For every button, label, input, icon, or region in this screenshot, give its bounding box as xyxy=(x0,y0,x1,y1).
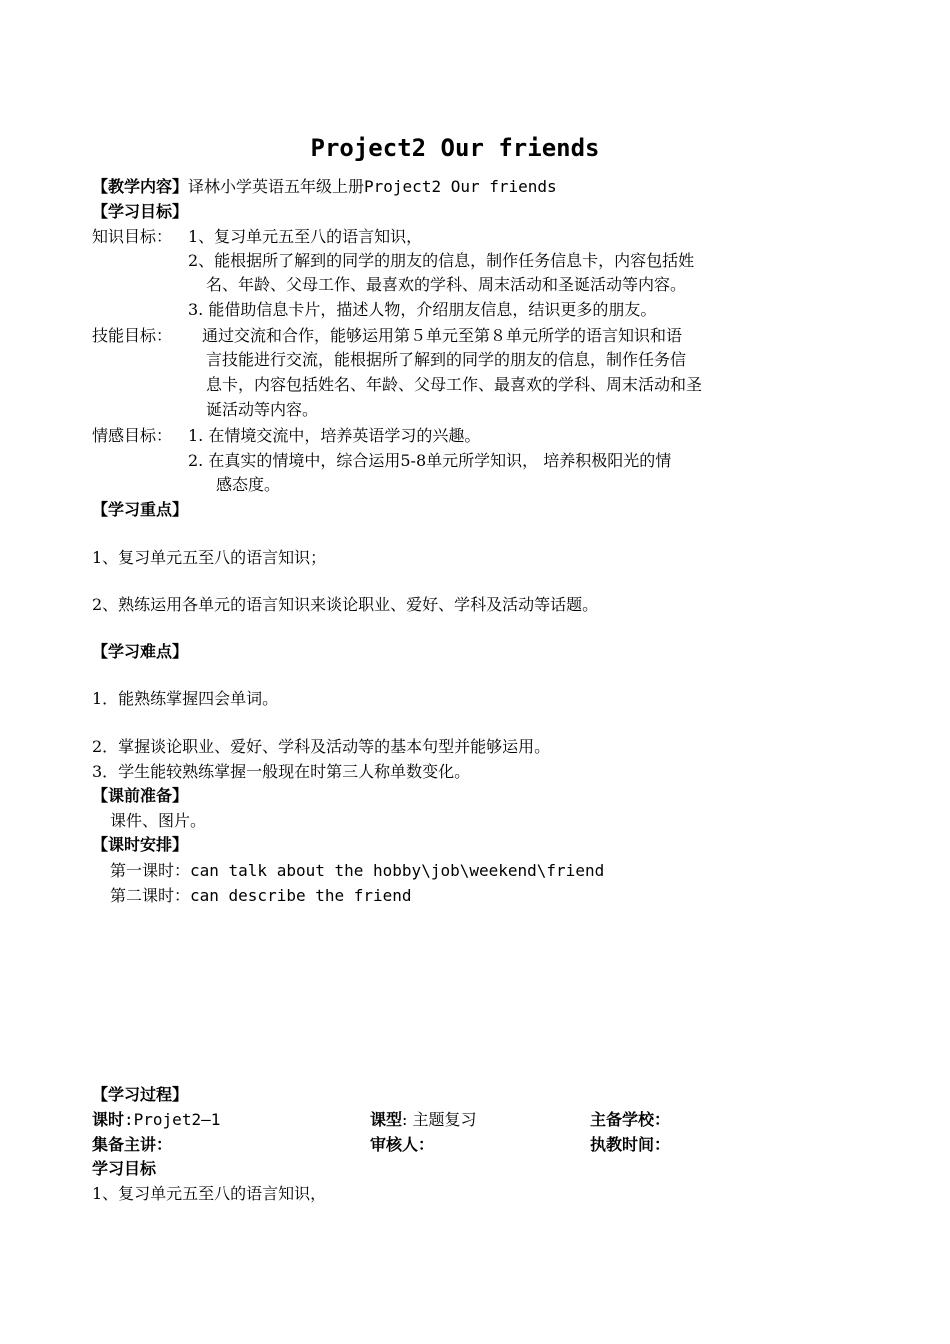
schedule-item: 第二课时：can describe the friend xyxy=(110,886,412,905)
knowledge-objective-line: 3. 能借助信息卡片，描述人物，介绍朋友信息，结识更多的朋友。 xyxy=(188,300,657,319)
emotion-objective-line: 感态度。 xyxy=(216,475,281,494)
emotion-objective-line: 1. 在情境交流中，培养英语学习的兴趣。 xyxy=(188,426,481,445)
skill-objective-line: 通过交流和合作，能够运用第５单元至第８单元所学的语言知识和语 xyxy=(202,326,683,345)
emotion-objective-label: 情感目标： xyxy=(92,426,173,445)
process-heading: 【学习过程】 xyxy=(92,1085,189,1104)
emotion-objective-line: 2. 在真实的情境中，综合运用5-8单元所学知识， 培养积极阳光的情 xyxy=(188,451,672,470)
lesson-type-field xyxy=(370,1108,477,1132)
lesson-type-value: : 主题复习 xyxy=(402,1110,477,1129)
teaching-content-label: 【教学内容】 xyxy=(92,177,189,196)
objectives-heading: 【学习目标】 xyxy=(92,202,189,221)
knowledge-objective-line: 1、复习单元五至八的语言知识， xyxy=(188,227,423,246)
knowledge-objective-line: 2、能根据所了解到的同学的朋友的信息，制作任务信息卡，内容包括姓 xyxy=(188,251,695,270)
schedule-item: 第一课时：can talk about the hobby\job\weekend\friend xyxy=(110,861,605,880)
knowledge-objective-label: 知识目标： xyxy=(92,227,173,246)
learning-goal-heading: 学习目标 xyxy=(92,1159,157,1178)
skill-objective-line: 言技能进行交流，能根据所了解到的同学的朋友的信息，制作任务信 xyxy=(206,350,687,369)
difficulties-heading: 【学习难点】 xyxy=(92,642,189,661)
teaching-content-text: 译林小学英语五年级上册Project2 Our friends xyxy=(188,177,557,196)
document-title: Project2 Our friends xyxy=(310,134,600,162)
key-point-item: 1、复习单元五至八的语言知识； xyxy=(92,548,327,567)
skill-objective-line: 诞活动等内容。 xyxy=(206,400,319,419)
lecturer-label: 集备主讲： xyxy=(92,1135,173,1154)
lesson-type-label: 课型 xyxy=(370,1110,403,1129)
preparation-heading: 【课前准备】 xyxy=(92,786,189,805)
difficulty-item: 2．掌握谈论职业、爱好、学科及活动等的基本句型并能够运用。 xyxy=(92,737,551,756)
period-value: :Projet2—1 xyxy=(124,1110,221,1129)
skill-objective-line: 息卡，内容包括姓名、年龄、父母工作、最喜欢的学科、周末活动和圣 xyxy=(206,375,703,394)
period-label: 课时 xyxy=(92,1110,125,1129)
period-field xyxy=(92,1108,220,1132)
teaching-time-label: 执教时间： xyxy=(590,1135,671,1154)
difficulty-item: 1．能熟练掌握四会单词。 xyxy=(92,689,279,708)
difficulty-item: 3．学生能较熟练掌握一般现在时第三人称单数变化。 xyxy=(92,762,471,781)
learning-goal-item: 1、复习单元五至八的语言知识， xyxy=(92,1184,327,1203)
key-point-item: 2、熟练运用各单元的语言知识来谈论职业、爱好、学科及活动等话题。 xyxy=(92,595,599,614)
reviewer-label: 审核人： xyxy=(370,1135,435,1154)
teaching-content xyxy=(92,175,557,199)
skill-objective-label: 技能目标： xyxy=(92,326,173,345)
schedule-heading: 【课时安排】 xyxy=(92,835,189,854)
key-points-heading: 【学习重点】 xyxy=(92,500,189,519)
preparation-text: 课件、图片。 xyxy=(110,811,207,830)
knowledge-objective-line: 名、年龄、父母工作、最喜欢的学科、周末活动和圣诞活动等内容。 xyxy=(206,275,687,294)
school-label: 主备学校： xyxy=(590,1110,671,1129)
